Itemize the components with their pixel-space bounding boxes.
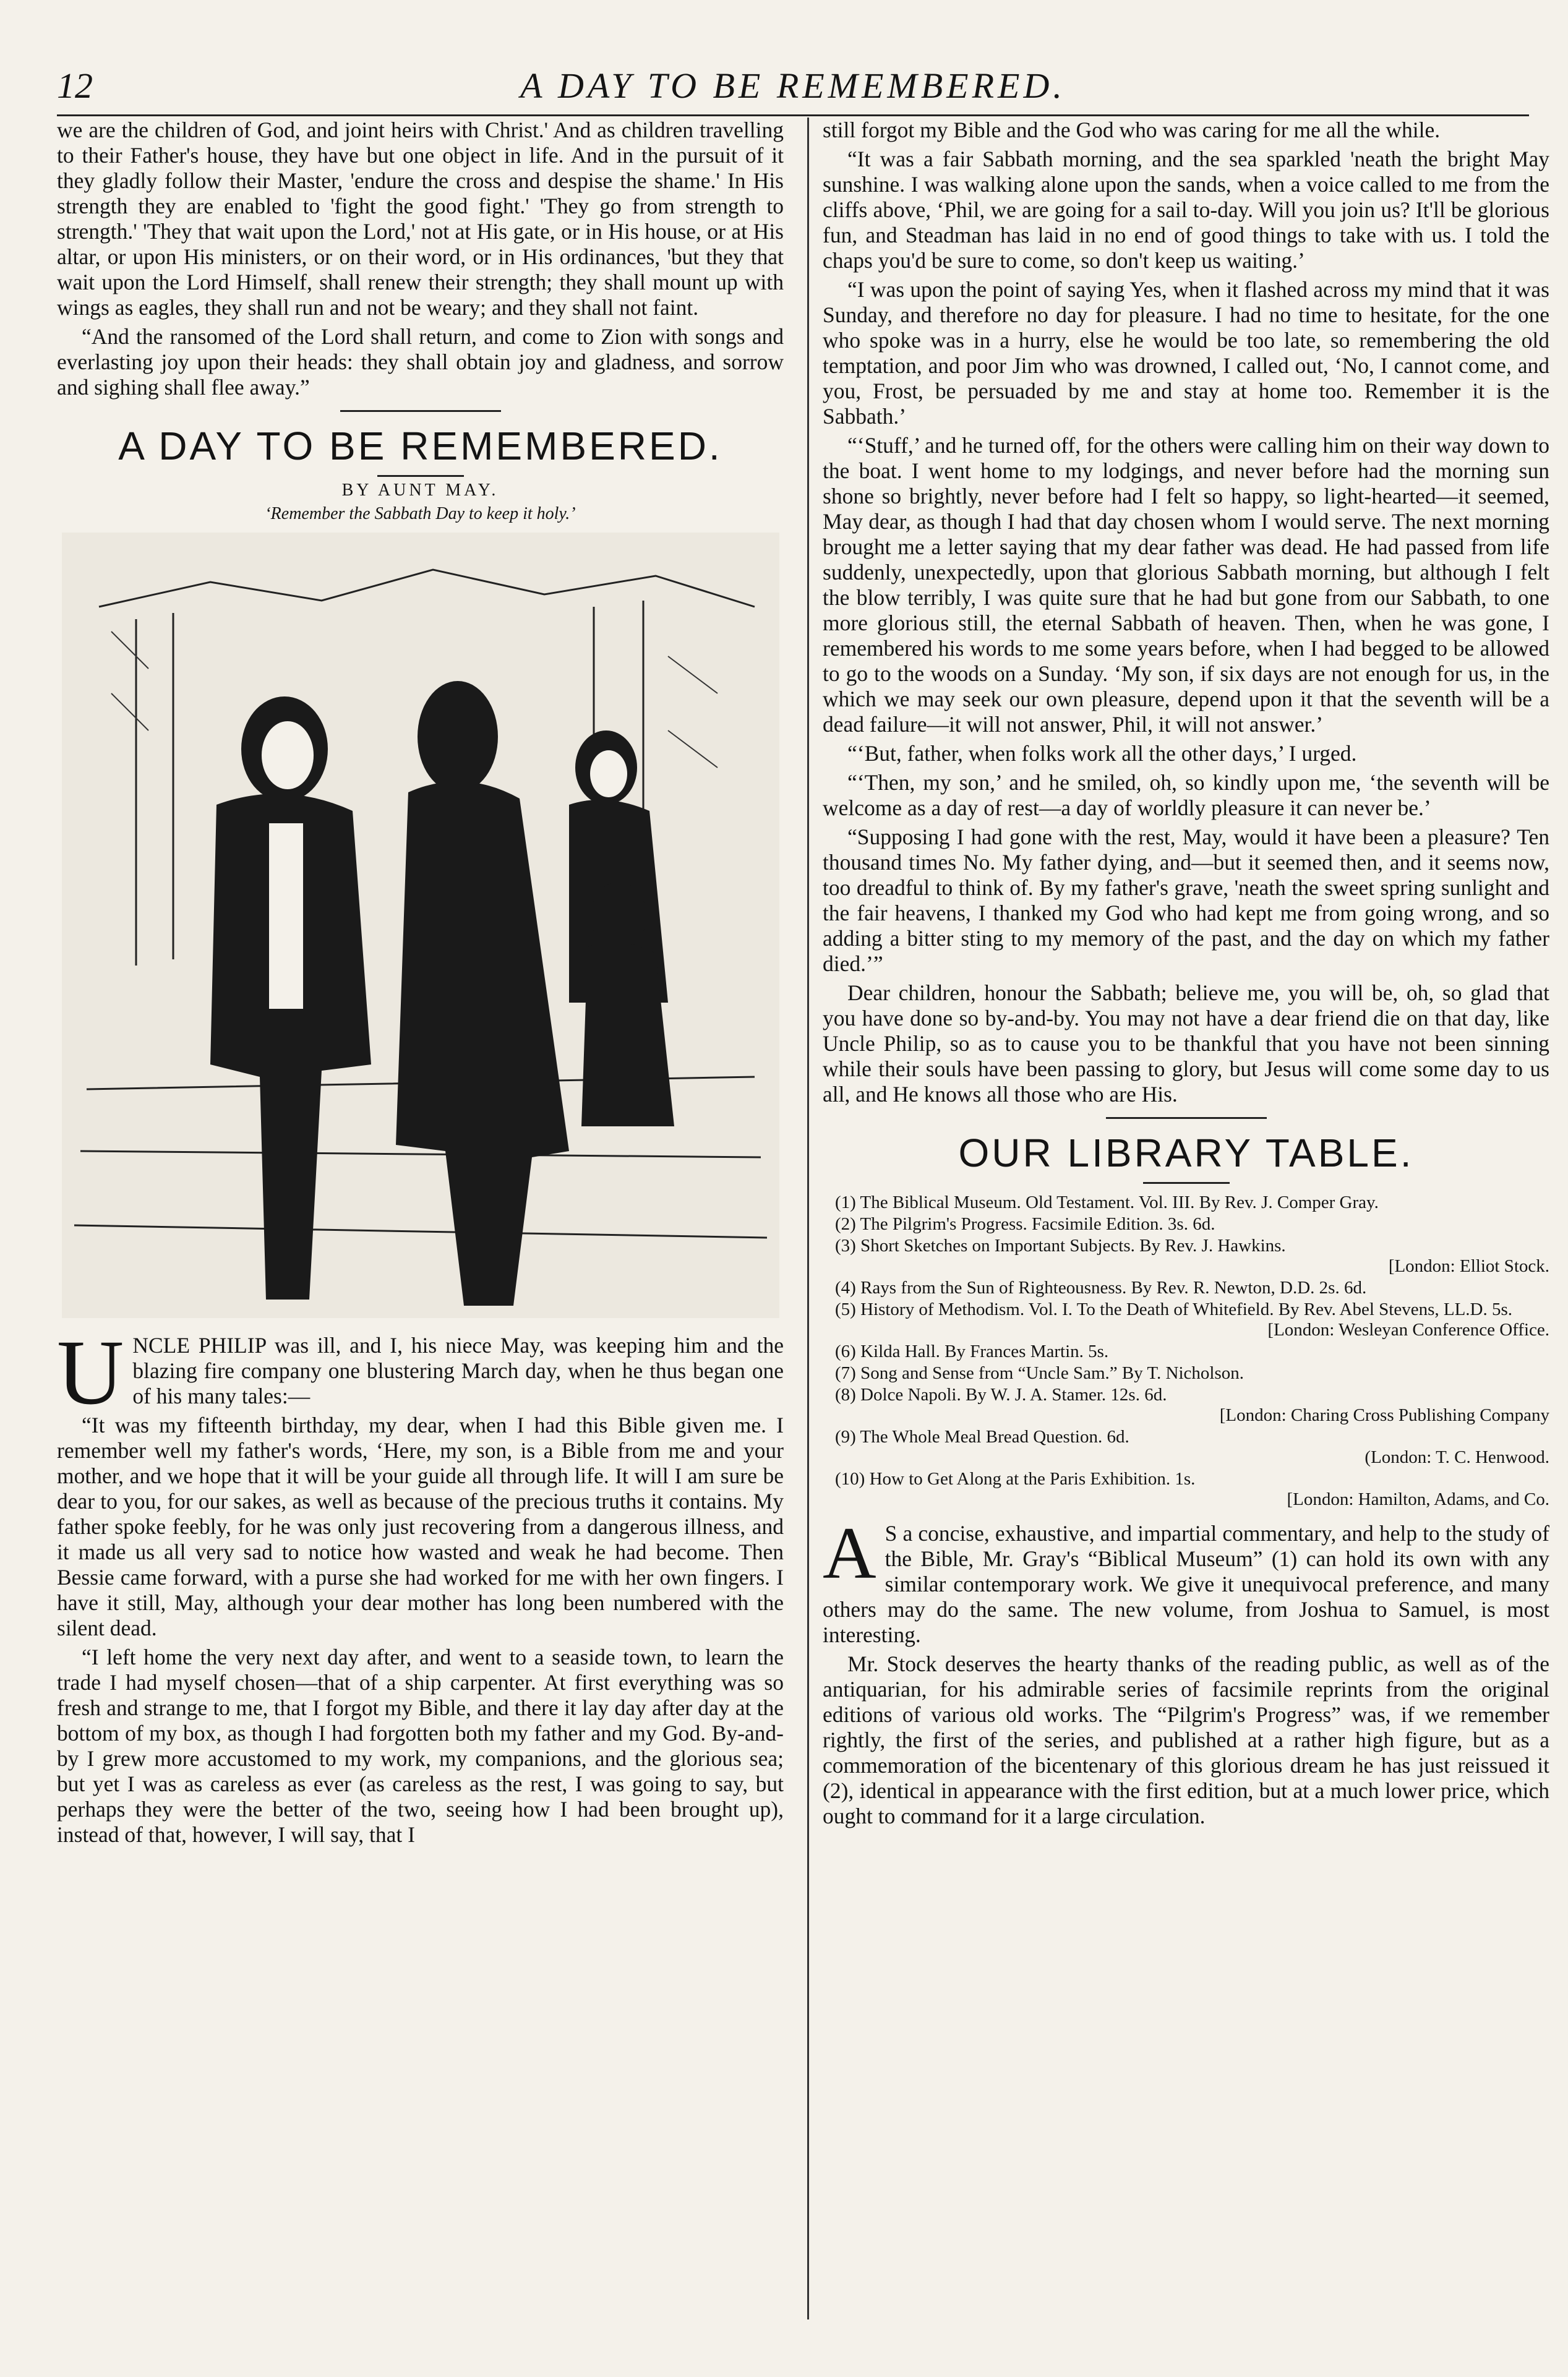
page-number: 12 (57, 66, 93, 106)
publisher: (London: T. C. Henwood. (1365, 1447, 1549, 1467)
list-item: (4) Rays from the Sun of Righteousness. By Rev. R. Newton, D.D. 2s. 6d. (835, 1278, 1367, 1298)
story-paragraph: “Supposing I had gone with the rest, May, would it have been a pleasure? Ten thousand times No. My father dying, and—but it seemed then, and it seems now, too dreadful to think of. By my father's grave, 'neath the sweet spring sunlight and the fair heavens, I thanked my God who had kept me from going wrong, and so adding a bitter sting to my memory of the past, and the day on which my father died.’” (823, 824, 1549, 976)
list-item: (2) The Pilgrim's Progress. Facsimile Edition. 3s. 6d. (835, 1214, 1215, 1234)
story-paragraph: “‘Stuff,’ and he turned off, for the others were calling him on their way down to the boat. I went home to my lodgings, and never before had the morning sun shone so brightly, never before had I felt so happy, so light-hearted—it seemed, May dear, as though I had that day chosen whom I would serve. The next morning brought me a letter saying that my dear father was dead. He had passed from life suddenly, unexpectedly, upon that glorious Sabbath morning, but although I felt the blow terribly, I was quite sure that he had but gone from our Sabbath, to one more glorious still, the eternal Sabbath of heaven. Then, when he was gone, I remembered his words to me some years before, when I had begged to be allowed to go to the woods on a Sunday. ‘My son, if six days are not enough for us, in the which we may seek our own pleasure, depend upon it that the seventh will be a dead failure—it will not answer, Phil, it will not answer.’ (823, 433, 1549, 737)
right-column (823, 118, 1549, 2344)
section-divider (1106, 1117, 1267, 1119)
story-title: A DAY TO BE REMEMBERED. (118, 424, 722, 468)
story-paragraph: Dear children, honour the Sabbath; believe me, you will be, oh, so glad that you have done so by-and-by. You may not have a dear friend die on that day, like Uncle Philip, so as to cause you to be thankful that you have not been sinning while their souls have been passing to glory, but Jesus will come some day to us all, and He knows all those who are His. (823, 980, 1549, 1107)
story-paragraph: “It was a fair Sabbath morning, and the sea sparkled 'neath the bright May sunshine. I was walking alone upon the sands, when a voice called to me from the cliffs above, ‘Phil, we are going for a sail to-day. Will you join us? It'll be glorious fun, and Steadman has laid in no end of good things to take with us. I told the chaps you'd be sure to come, so don't keep us waiting.’ (823, 147, 1549, 273)
byline: BY AUNT MAY. (341, 481, 499, 500)
title-rule (377, 475, 464, 477)
story-paragraph: “I was upon the point of saying Yes, when it flashed across my mind that it was Sunday, and therefore no day for pleasure. I had no time to hesitate, for the one who spoke was in a hurry, else he would be too late, so remembering the old temptation, and poor Jim who was drowned, I called out, ‘No, I cannot come, and you, Frost, be persuaded by me and stay at home too. Remember it is the Sabbath.’ (823, 277, 1549, 429)
story-paragraph: “I left home the very next day after, and went to a seaside town, to learn the trade I had myself chosen—that of a ship carpenter. At first everything was so fresh and strange to me, that I forgot my Bible, and there it lay day after day at the bottom of my box, as though I had forgotten both my father and my God. By-and-by I grew more accustomed to my work, my companions, and the glorious sea; but yet I was as careless as ever (as careless as the rest, I was going to say, but perhaps they were the better of the two, seeing how I had been brought up), instead of that, however, I will say, that I (57, 1645, 784, 1847)
publisher: [London: Charing Cross Publishing Company (1219, 1405, 1549, 1425)
page-header (57, 59, 1529, 116)
list-item: (6) Kilda Hall. By Frances Martin. 5s. (835, 1342, 1109, 1361)
epigraph: ‘Remember the Sabbath Day to keep it holy.’ (265, 504, 576, 523)
drop-cap: U (57, 1321, 124, 1424)
engraving-illustration (62, 533, 779, 1318)
list-item: (8) Dolce Napoli. By W. J. A. Stamer. 12s. 6d. [London: Charing Cross Publishing Company (823, 1385, 1549, 1426)
section-divider (340, 410, 501, 412)
title-rule (1143, 1182, 1230, 1184)
story-paragraph: “‘Then, my son,’ and he smiled, oh, so kindly upon me, ‘the seventh will be welcome as a day of rest—a day of worldly pleasure it can never be.’ (823, 770, 1549, 820)
intro-paragraph: we are the children of God, and joint heirs with Christ.' And as children travelling to their Father's house, they have but one object in life. And in the pursuit of it they gladly follow their Master, 'endure the cross and despise the shame.' In His strength they are enabled to 'fight the good fight.' 'They go from strength to strength.' 'They that wait upon the Lord,' not at His gate, or in His house, or at His altar, or upon His ministers, or on their word, or in His ordinances, 'but they that wait upon the Lord Himself, shall renew their strength; they shall mount up with wings as eagles, they shall run and not be weary; and they shall not faint. (57, 118, 784, 320)
story-paragraph (57, 1321, 784, 1424)
list-item: (9) The Whole Meal Bread Question. 6d. (London: T. C. Henwood. (823, 1427, 1549, 1468)
list-item: (7) Song and Sense from “Uncle Sam.” By T. Nicholson. (835, 1363, 1244, 1383)
review-paragraph: Mr. Stock deserves the hearty thanks of the reading public, as well as of the antiquarian, for his admirable series of facsimile reprints from the original editions of various old works. The “Pilgrim's Progress” was, if we remember rightly, the first of the series, and published at a rather high figure, but as a commemoration of the bicentenary of this glorious dream he has just reissued it (2), identical in appearance with the first edition, but at a much lower price, which ought to command for it a large circulation. (823, 1651, 1549, 1828)
library-title: OUR LIBRARY TABLE. (958, 1131, 1414, 1175)
story-text: NCLE PHILIP was ill, and I, his niece May, was keeping him and the blazing fire company one blustering March day, when he thus began one of his many tales:— (132, 1333, 784, 1408)
review-text: S a concise, exhaustive, and impartial commentary, and help to the study of the Bible, Mr. Gray's “Biblical Museum” (1) can hold its own with any similar contemporary work. We give it unequivocal preference, and many others may do the same. The new volume, from Joshua to Samuel, is most interesting. (823, 1521, 1549, 1647)
column-divider (807, 118, 809, 2319)
running-title: A DAY TO BE REMEMBERED. (520, 66, 1066, 106)
list-item: (3) Short Sketches on Important Subjects. By Rev. J. Hawkins. [London: Elliot Stock. (823, 1236, 1549, 1277)
drop-cap: A (823, 1512, 876, 1594)
story-paragraph: “It was my fifteenth birthday, my dear, when I had this Bible given me. I remember well my father's words, ‘Here, my son, is a Bible from me and your mother, and we hope that it will be your guide all through life. It will I am sure be dear to you, for our sakes, as well as because of the precious truths it contains. My father spoke feebly, for he was only just recovering from a dangerous illness, and it made us all very sad to notice how wasted and weak he had become. Then Bessie came forward, with a purse she had worked for me with her own fingers. I have it still, May, although your dear mother has long been numbered with the silent dead. (57, 1413, 784, 1640)
list-item: (1) The Biblical Museum. Old Testament. Vol. III. By Rev. J. Comper Gray. (835, 1193, 1379, 1212)
story-paragraph: “‘But, father, when folks work all the other days,’ I urged. (847, 741, 1357, 766)
left-column (57, 118, 784, 2344)
publisher: [London: Wesleyan Conference Office. (1267, 1320, 1549, 1340)
list-item: (10) How to Get Along at the Paris Exhibition. 1s. [London: Hamilton, Adams, and Co. (823, 1469, 1549, 1510)
story-paragraph: still forgot my Bible and the God who was caring for me all the while. (823, 118, 1441, 142)
review-paragraph (823, 1512, 1549, 1648)
publisher: [London: Elliot Stock. (1388, 1256, 1549, 1276)
list-item: (5) History of Methodism. Vol. I. To the Death of Whitefield. By Rev. Abel Stevens, LL.D. 5s. [London: Wesleyan Conference Office. (823, 1300, 1549, 1340)
publisher: [London: Hamilton, Adams, and Co. (1287, 1489, 1549, 1509)
library-list (823, 1193, 1549, 1510)
intro-paragraph: “And the ransomed of the Lord shall return, and come to Zion with songs and everlasting joy upon their heads: they shall obtain joy and gladness, and sorrow and sighing shall flee away.” (57, 324, 784, 400)
